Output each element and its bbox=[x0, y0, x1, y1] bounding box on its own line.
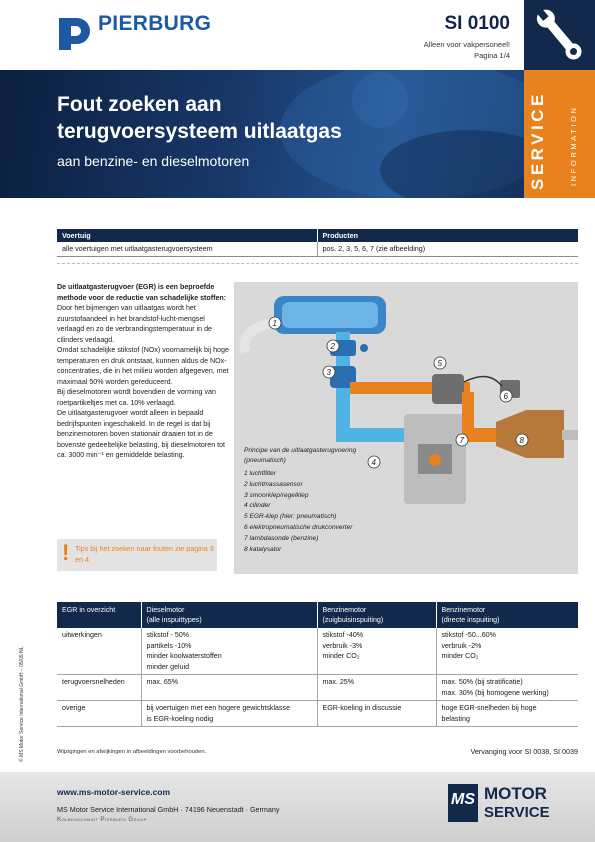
marker-2: 2 bbox=[330, 342, 335, 351]
exhaust-riser bbox=[462, 392, 474, 440]
marker-3: 3 bbox=[326, 368, 331, 377]
cell-line: max. 25% bbox=[322, 678, 355, 686]
page-indicator: Pagina 1/4 bbox=[474, 51, 510, 60]
vehicle-table bbox=[57, 229, 578, 257]
table-row bbox=[57, 242, 578, 256]
cell-line: minder koolwaterstoffen bbox=[146, 652, 222, 660]
page-title bbox=[57, 91, 477, 145]
service-wordmark: SERVICE bbox=[484, 804, 550, 821]
tip-text: Tips bij het zoeken naar fouten zie pagina 3 en 4 bbox=[75, 544, 214, 564]
cell-line: EGR-koeling in discussie bbox=[322, 704, 402, 712]
cell-line: partikels -10% bbox=[146, 641, 192, 650]
row-label: uitwerkingen bbox=[57, 628, 141, 675]
marker-7: 7 bbox=[459, 436, 464, 445]
cell-line: stikstof - 50% bbox=[146, 631, 190, 639]
copyright-note: © MS Motor Service International GmbH – 05/09 NL bbox=[19, 646, 25, 762]
divider bbox=[57, 263, 578, 264]
cell-line: belasting bbox=[441, 714, 470, 723]
document-code: SI 0100 bbox=[444, 13, 510, 34]
cell-line: max. 30% (bij homogene werking) bbox=[441, 688, 549, 697]
row-label: terugvoersnelheden bbox=[57, 675, 141, 701]
overview-column-header: EGR in overzicht bbox=[57, 602, 141, 628]
intro-paragraph: De uitlaatgasterugvoer wordt alleen in bepaald bedrijfspunten ingeschakeld. In de regel is dat bij benzinemotoren boven stationair draaien tot in de bovenste gedeeltelijke belasting, bij dieselmotoren tot ca. 3000 min⁻¹ en gemiddelde belasting. bbox=[57, 409, 225, 459]
motor-wordmark: MOTOR bbox=[484, 784, 547, 803]
petrol-mpi-cell bbox=[317, 701, 436, 727]
diagram-caption: Principe van de uitlaatgasterugvoering (pneumatisch) bbox=[244, 447, 357, 464]
exclamation-icon: ! bbox=[62, 540, 70, 565]
comparison-header bbox=[57, 602, 578, 628]
header-line: Dieselmotor bbox=[146, 606, 185, 614]
page-title-line2: terugvoersysteem uitlaatgas bbox=[57, 120, 342, 143]
company-address: MS Motor Service International GmbH · 74196 Neuenstadt · Germany bbox=[57, 805, 280, 814]
ms-logo-initials: MS bbox=[451, 791, 475, 808]
legend-item: 8 katalysator bbox=[244, 545, 282, 553]
diesel-cell bbox=[141, 675, 317, 701]
table-row bbox=[57, 701, 578, 727]
air-filter-inner bbox=[282, 302, 378, 328]
wrench-badge bbox=[524, 0, 595, 70]
audience-note: Alleen voor vakpersoneel! bbox=[423, 40, 510, 49]
row-label: overige bbox=[57, 701, 141, 727]
cell-line: verbruik -2% bbox=[441, 641, 482, 650]
petrol-di-cell bbox=[436, 701, 578, 727]
website-link[interactable]: www.ms-motor-service.com bbox=[57, 787, 171, 797]
intro-paragraph: Door het bijmengen van uitlaatgas wordt het zuurstofaandeel in het brandstof-lucht-mengsel verlaagd en zo de verbrandingstemperatuur in de cilinders verlaagd. bbox=[57, 304, 212, 344]
cell-line: minder CO₂ bbox=[441, 652, 479, 660]
vehicle-cell: alle voertuigen met uitlaatgasterugvoersysteem bbox=[57, 242, 317, 256]
tailpipe bbox=[562, 430, 578, 440]
intro-text bbox=[57, 282, 234, 461]
legend-item: 1 luchtfilter bbox=[244, 470, 276, 477]
pierburg-logo-icon bbox=[55, 12, 95, 52]
cell-line: stikstof -40% bbox=[322, 631, 364, 639]
legend-item: 3 smoorklep/regelklep bbox=[244, 491, 309, 499]
page-subtitle: aan benzine- en dieselmotoren bbox=[57, 153, 250, 169]
cell-line: is EGR-koeling nodig bbox=[146, 714, 214, 723]
header-line: (zuigbuisinspuiting) bbox=[322, 616, 384, 624]
products-column-header: Producten bbox=[317, 229, 578, 242]
catalyst-shape bbox=[496, 410, 564, 458]
service-label: SERVICE bbox=[528, 91, 547, 190]
legend-item: 6 elektropneumatische drukconverter bbox=[244, 523, 353, 531]
table-row bbox=[57, 628, 578, 675]
page-title-line1: Fout zoeken aan bbox=[57, 93, 222, 116]
sensor-connector bbox=[360, 344, 368, 352]
cell-line: stikstof -50...60% bbox=[441, 631, 496, 639]
header-line: Benzinemotor bbox=[322, 606, 367, 614]
replacement-note: Vervanging voor SI 0038, SI 0039 bbox=[470, 747, 578, 756]
document-note bbox=[370, 39, 510, 61]
diesel-cell bbox=[141, 701, 317, 727]
petrol-di-column-header bbox=[436, 602, 578, 628]
marker-1: 1 bbox=[272, 319, 277, 328]
cell-line: verbruik -3% bbox=[322, 641, 363, 650]
wrench-icon bbox=[524, 0, 595, 70]
egr-comparison-table bbox=[57, 602, 578, 727]
diagram-legend bbox=[244, 446, 394, 555]
cell-line: minder CO₂ bbox=[322, 652, 360, 660]
vehicle-column-header: Voertuig bbox=[57, 229, 317, 242]
intro-lead: De uitlaatgasterugvoer (EGR) is een beproefde methode voor de reductie van schadelijke stoffen: bbox=[57, 283, 227, 302]
petrol-mpi-column-header bbox=[317, 602, 436, 628]
brand-name: PIERBURG bbox=[98, 12, 212, 35]
legend-item: 5 EGR-klep (hier: pneumatisch) bbox=[244, 513, 337, 521]
cell-line: max. 50% (bij stratificatie) bbox=[441, 678, 523, 686]
marker-8: 8 bbox=[519, 436, 524, 445]
cell-line: max. 65% bbox=[146, 678, 179, 686]
petrol-mpi-cell bbox=[317, 675, 436, 701]
cell-line: bij voertuigen met een hogere gewichtsklasse bbox=[146, 704, 291, 712]
legend-item: 7 lambdasonde (benzine) bbox=[244, 534, 319, 542]
intro-paragraph: Omdat schadelijke stikstof (NOx) voornamelijk bij hoge temperaturen en druk ontstaat, kunnen aldus de NOx-concentraties, die in het milieu worden afgegeven, met maximaal 50% worden gereduceerd. bbox=[57, 346, 229, 386]
header-line: (alle inspuittypes) bbox=[146, 616, 202, 624]
combustion-glow bbox=[429, 454, 441, 466]
vehicle-table-header bbox=[57, 229, 578, 242]
changes-note: Wijzigingen en afwijkingen in afbeeldingen voorbehouden. bbox=[57, 749, 207, 755]
petrol-di-cell bbox=[436, 628, 578, 675]
egr-valve-shape bbox=[432, 374, 464, 404]
petrol-di-cell bbox=[436, 675, 578, 701]
header-line: (directe inspuiting) bbox=[441, 616, 500, 624]
information-label: INFORMATION bbox=[569, 105, 578, 186]
cell-line: minder geluid bbox=[146, 662, 190, 671]
petrol-mpi-cell bbox=[317, 628, 436, 675]
diesel-column-header bbox=[141, 602, 317, 628]
legend-item: 2 luchtmassasensor bbox=[244, 480, 303, 488]
products-cell: pos. 2, 3, 5, 6, 7 (zie afbeelding) bbox=[317, 242, 578, 256]
header-line: Benzinemotor bbox=[441, 606, 486, 614]
legend-item: 4 cilinder bbox=[244, 502, 271, 510]
marker-4: 4 bbox=[371, 458, 376, 467]
marker-5: 5 bbox=[437, 359, 442, 368]
cell-line: hoge EGR-snelheden bij hoge bbox=[441, 704, 537, 712]
table-row bbox=[57, 675, 578, 701]
intro-paragraph: Bij dieselmotoren wordt bovendien de vorming van roetpartikeltjes met ca. 10% verlaagd. bbox=[57, 388, 216, 407]
group-name: Kolbenschmidt Pierburg Group bbox=[57, 816, 147, 823]
diesel-cell bbox=[141, 628, 317, 675]
marker-6: 6 bbox=[503, 392, 508, 401]
